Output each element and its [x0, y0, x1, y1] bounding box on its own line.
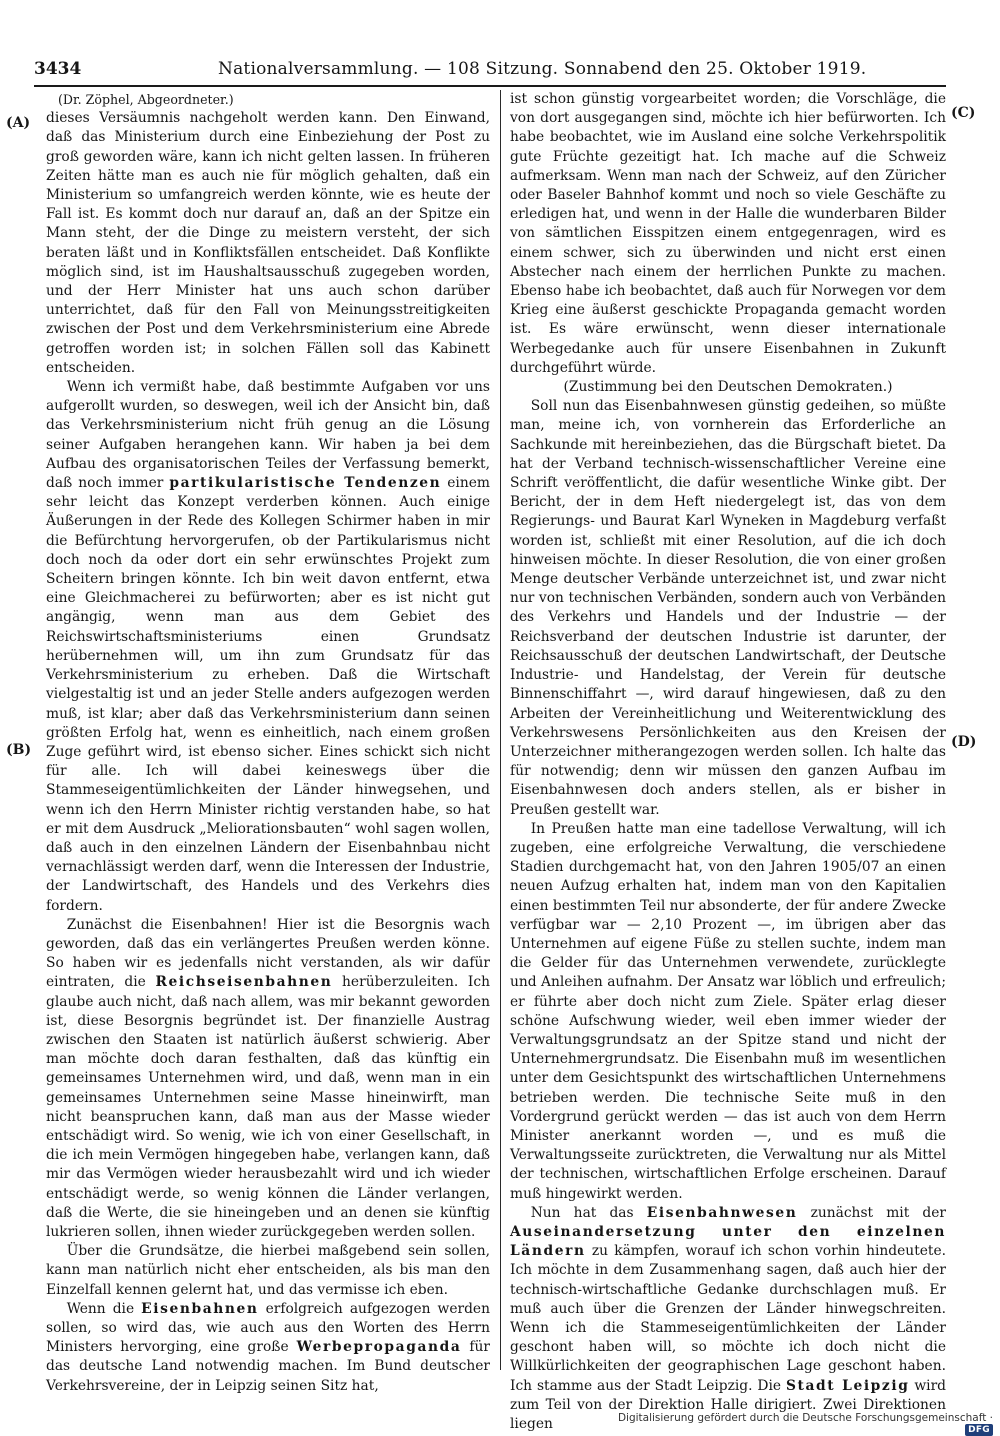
margin-mark-d: (D): [951, 734, 977, 750]
left-column: [46, 90, 490, 1396]
emphasis: Auseinandersetzung unter den einzelnen Ländern: [510, 1223, 946, 1260]
paragraph: Nun hat das Eisenbahnwesen zunächst mit der Auseinandersetzung unter den einzelnen Ländern zu kämpfen, worauf ich schon vorhin hindeutete. Ich möchte in dem Zusammenhang sagen, daß auch hier der technisch-wirtschaftliche Gedanke durchschlagen muß. Er muß auch über die Grenzen der Länder hinwegschreiten. Wenn ich die Stammeseigentümlichkeiten der Länder geschont haben will, so möchte ich doch nicht die Willkürlichkeiten der geographischen Lage geschont haben. Ich stamme aus der Stadt Leipzig. Die Stadt Leipzig wird zum Teil von der Direktion Halle dirigiert. Zwei Direktionen liegen: [510, 1204, 946, 1433]
paragraph: Über die Grundsätze, die hierbei maßgebend sein sollen, kann man natürlich nicht eher entscheiden, als bis man den Einzelfall kennen gelernt hat, und das vermisse ich eben.: [46, 1243, 490, 1298]
paragraph: In Preußen hatte man eine tadellose Verwaltung, will ich zugeben, eine erfolgreiche Verwaltung, die verschiedene Stadien durchgemacht hat, von den Jahren 1905/07 an einen neuen Aufzug erhalten hat, indem man von den Kapitalien einen bestimmten Teil nur absonderte, der für andere Zwecke verfügbar war — 2,10 Prozent —, im übrigen aber das Unternehmen auf eigene Füße zu stellen suchte, indem man die Gelder für das Unternehmen verwendete, zurücklegte und Anleihen aufnahm. Der Ansatz war löblich und erfreulich; er führte aber doch nicht zum Ziele. Später erlag dieser schöne Aufschwung wieder, weil eben immer wieder der Verwaltungsgrundsatz an der Spitze stand und nicht der Unternehmergrundsatz. Die Eisenbahn muß im wesentlichen unter dem Gesichtspunkt des wirtschaftlichen Unternehmens betrieben werden. Die technische Seite muß in den Vordergrund gerückt werden — das ist auch von dem Herrn Minister anerkannt worden —, und es muß die Verwaltungsseite zurücktreten, die Verwaltung nur als Mittel der technischen, wirtschaftlichen Erfolge erscheinen. Darauf muß hingewirkt werden.: [510, 820, 946, 1202]
digitization-credit: [597, 1412, 993, 1435]
emphasis: Reichseisenbahnen: [155, 974, 333, 991]
paragraph: Soll nun das Eisenbahnwesen günstig gedeihen, so müßte man, meine ich, von vornherein das Erforderliche an Sachkunde mit hereinbeziehen, das die Bürgschaft bietet. Da hat der Verband technisch-wissenschaftlicher Vereine eine Schrift veröffentlicht, die dafür wesentliche Winke gibt. Der Bericht, der in dem Heft niedergelegt ist, das von dem Regierungs- und Baurat Karl Wyneken in Magdeburg verfaßt worden ist, schließt mit einer Resolution, auf die ich doch hinweisen möchte. In dieser Resolution, die von einer großen Menge deutscher Verbände unterzeichnet ist, und zwar nicht nur von technischen Verbänden, sondern auch von Verbänden des Verkehrs und Handels und der Industrie — der Reichsverband der deutschen Industrie ist darunter, der Reichsausschuß der deutschen Landwirtschaft, der Deutsche Industrie- und Handelstag, der Verein für deutsche Binnenschiffahrt —, wird darauf hingewiesen, daß zu den Arbeiten der Vereinheitlichung und Weiterentwicklung des Verkehrswesens Persönlichkeiten aus den Kreisen der Unterzeichner mitherangezogen werden sollen. Ich halte das für notwendig; denn wir müssen den ganzen Aufbau im Eisenbahnwesen doch anders stellen, als er bisher in Preußen gestellt war.: [510, 398, 946, 818]
paragraph: dieses Versäumnis nachgeholt werden kann. Den Einwand, daß das Ministerium durch eine Einbeziehung der Post zu groß geworden wäre, kann ich nicht gelten lassen. In früheren Zeiten hätte man es auch nie für möglich gehalten, daß ein Ministerium so umfangreich werden könnte, wie es heute der Fall ist. Es kommt doch nur darauf an, daß an der Spitze ein Mann steht, der die Dinge zu meistern versteht, der sich beraten läßt und in Konfliktsfällen entscheidet. Daß Konflikte möglich sind, ist im Haushaltsausschuß zugegeben worden, und der Herr Minister hat uns auch schon darüber unterrichtet, daß für den Fall von Meinungsstreitigkeiten zwischen der Post und dem Verkehrsministerium eine Abrede getroffen worden ist; in solchen Fällen soll das Kabinett entscheiden.: [46, 110, 490, 376]
paragraph: Zunächst die Eisenbahnen! Hier ist die Besorgnis wach geworden, daß das ein verlängertes Preußen werden könne. So haben wir es jedenfalls nicht verstanden, als wir dafür eintraten, die Reichseisenbahnen herüberzuleiten. Ich glaube auch nicht, daß nach allem, was mir bekannt geworden ist, diese Besorgnis begründet ist. Der finanzielle Austrag zwischen den Staaten ist natürlich äußerst schwierig. Aber man möchte doch daran festhalten, daß das künftig ein gemeinsames Unternehmen wird, und daß, wenn man in ein gemeinsames Unternehmen seine Masse hineinwirft, man nicht beanspruchen kann, daß man aus der Masse wieder entschädigt wird. So wenig, wie ich von einer Gesellschaft, in die ich mein Vermögen hingegeben habe, verlangen kann, daß mir das Vermögen wieder herausbezahlt wird und ich wieder entschädigt werde, so wenig können die Länder verlangen, daß die Werte, die sie hineingeben und an denen sie künftig lukrieren sollen, ihnen wieder zurückgegeben werden sollen.: [46, 916, 490, 1240]
dfg-logo-icon: DFG: [965, 1424, 993, 1436]
emphasis: Werbepropaganda: [296, 1339, 462, 1356]
credit-text: Digitalisierung gefördert durch die Deutsche Forschungsgemeinschaft ·: [617, 1412, 993, 1424]
emphasis: partikularistische Tendenzen: [169, 475, 442, 492]
running-header: [34, 57, 946, 87]
margin-mark-a: (A): [6, 115, 31, 131]
right-column: [510, 90, 946, 1434]
margin-mark-b: (B): [6, 742, 32, 758]
column-divider: [500, 90, 501, 1370]
emphasis: Eisenbahnwesen: [646, 1204, 798, 1221]
margin-mark-c: (C): [951, 105, 976, 121]
emphasis: Stadt Leipzig: [785, 1377, 910, 1394]
paragraph: Wenn die Eisenbahnen erfolgreich aufgezogen werden sollen, so wird das, wie auch aus den Worten des Herrn Ministers hervorging, eine große Werbepropaganda für das deutsche Land notwendig machen. Im Bund deutscher Verkehrsvereine, der in Leipzig seinen Sitz hat,: [46, 1300, 490, 1394]
speaker-line: (Dr. Zöphel, Abgeordneter.): [58, 92, 234, 107]
emphasis: Eisenbahnen: [141, 1300, 259, 1317]
applause-note: (Zustimmung bei den Deutschen Demokraten.): [563, 379, 893, 396]
paragraph: Wenn ich vermißt habe, daß bestimmte Aufgaben vor uns aufgerollt wurden, so deswegen, weil ich der Ansicht bin, daß das Verkehrsministerium nicht früh genug an die Lösung seiner Aufgaben herangehen kann. Wir haben ja bei dem Aufbau des organisatorischen Teiles der Verfassung bemerkt, daß noch immer partikularistische Tendenzen einem sehr leicht das Konzept verderben können. Auch einige Äußerungen in der Rede des Kollegen Schirmer haben in mir die Befürchtung hervorgerufen, ob der Partikularismus nicht doch noch da oder dort ein sehr erwünschtes Projekt zum Scheitern bringen könnte. Ich bin weit davon entfernt, etwa eine Gleichmacherei zu befürworten; aber es ist nicht gut angängig, wenn man aus dem Gebiet des Reichswirtschaftsministeriums einen Grundsatz herübernehmen will, um ihn zum Grundsatz für das Verkehrsministerium zu erheben. Daß die Wirtschaft vielgestaltig ist und an jeder Stelle anders aufgezogen werden muß, ist klar; aber daß das Verkehrsministerium dann seinen größten Erfolg hat, wenn es einheitlich, nach einem großen Zuge geführt wird, ist ebenso sicher. Eines schickt sich nicht für alle. Ich will dabei keineswegs über die Stammeseigentümlichkeiten der Länder hinwegsehen, und wenn ich den Herrn Minister richtig verstanden habe, so hat er mit dem Ausdruck „Meliorationsbauten“ wohl sagen wollen, daß auch in den einzelnen Ländern der Eisenbahnbau nicht vernachlässigt werden darf, wenn die Interessen der Industrie, der Landwirtschaft, des Handels und des Verkehrs dies fordern.: [46, 379, 490, 914]
running-title: Nationalversammlung. — 108 Sitzung. Sonnabend den 25. Oktober 1919.: [218, 59, 867, 79]
paragraph: ist schon günstig vorgearbeitet worden; die Vorschläge, die von dort ausgegangen sind, möchte ich hier befürworten. Ich habe beobachtet, wie im Ausland eine solche Verkehrspolitik gute Früchte gezeitigt hat. Ich mache auf die Schweiz aufmerksam. Wenn man nach der Schweiz, auf den Züricher oder Baseler Bahnhof kommt und noch so viele Geschäfte zu erledigen hat, und wenn in der Halle die wunderbaren Bilder von sämtlichen Eisspitzen einem entgegenragen, wird es einem schwer, sich zu überwinden und nicht erst einen Abstecher nach einem der herrlichen Punkte zu machen. Ebenso habe ich beobachtet, daß auch für Norwegen vor dem Krieg eine äußerst geschickte Propaganda gemacht worden ist. Es wäre erwünscht, wenn dieser internationale Werbegedanke auch für unsere Eisenbahnen in Zukunft durchgeführt würde.: [510, 91, 946, 376]
page-number: 3434: [34, 59, 82, 79]
